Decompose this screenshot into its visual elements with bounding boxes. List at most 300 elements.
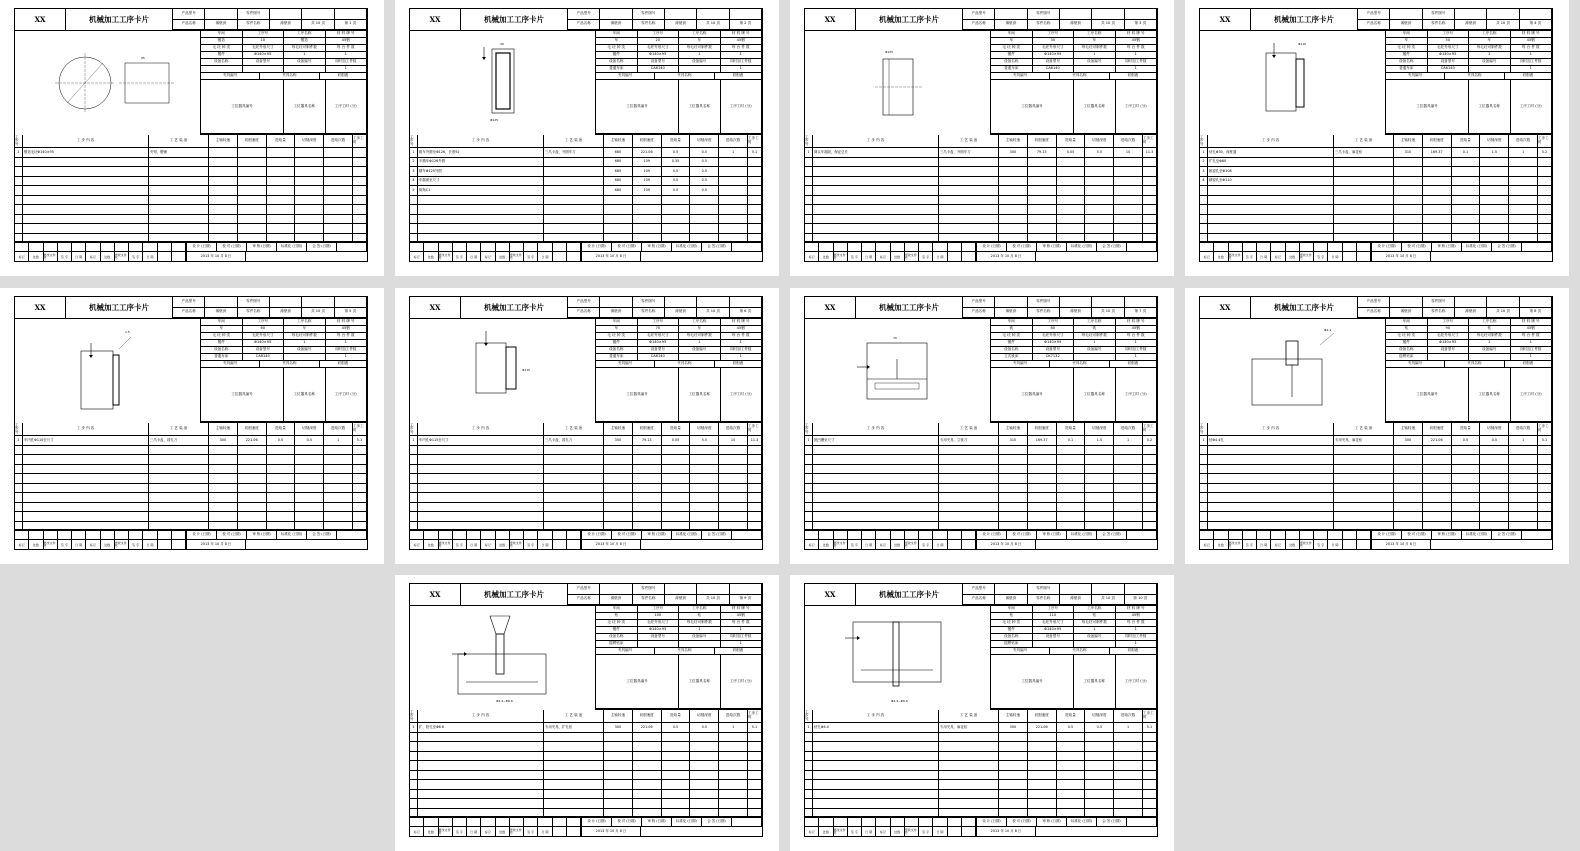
step-value	[1057, 465, 1086, 474]
equip-value	[201, 66, 243, 73]
info-value: 车	[991, 38, 1033, 45]
step-value	[1509, 177, 1538, 186]
step-value	[1028, 733, 1057, 742]
equip-header: 设备编号	[284, 347, 326, 354]
process-sketch	[410, 606, 596, 710]
step-value	[633, 512, 662, 521]
step-tooling	[1334, 196, 1394, 205]
table-row	[805, 436, 1157, 446]
step-content: 车内孔Φ110至尺寸	[23, 436, 149, 445]
step-value	[1085, 484, 1114, 493]
page-number: 第 5 页	[335, 308, 367, 319]
step-content	[23, 205, 149, 214]
step-value	[1143, 186, 1157, 195]
footer-cell	[553, 530, 567, 539]
revision-label: 签 字	[1243, 540, 1257, 550]
footer-cell	[496, 530, 510, 539]
step-value	[1028, 512, 1057, 521]
revision-label: 日 期	[1328, 252, 1342, 262]
blank-value: Φ140×95	[243, 340, 285, 347]
step-value	[1538, 196, 1552, 205]
equip-header: 设备名称	[1386, 347, 1428, 354]
sign-label: 审 核 (日期)	[1432, 530, 1462, 539]
steps-header-cell: 工 步 内 容	[813, 135, 939, 147]
svg-text:Φ125: Φ125	[490, 118, 499, 122]
info-value: 钻	[596, 613, 638, 620]
equip-value	[1469, 66, 1511, 73]
info-header: 工序名称	[1074, 319, 1116, 326]
revision-label: 签 字	[1243, 252, 1257, 262]
table-row	[410, 205, 762, 215]
steps-header-cell: 工 艺 装 备	[544, 710, 604, 722]
fixture-label: 夹具名称	[1445, 361, 1504, 367]
sign-label: 校 对 (日期)	[1007, 242, 1037, 251]
step-value	[1423, 493, 1452, 502]
steps-header	[410, 135, 762, 148]
step-value	[295, 196, 324, 205]
step-value	[209, 484, 238, 493]
table-row	[15, 224, 367, 234]
tool-name-label: 工位器具名称	[679, 368, 721, 422]
info-value: 70	[638, 326, 680, 333]
info-value: 锻造	[284, 38, 326, 45]
step-value	[238, 215, 267, 224]
step-value: 221.06	[238, 436, 267, 445]
blank-header: 每毛坯可制件数	[679, 333, 721, 340]
document-page[interactable]	[0, 288, 384, 564]
step-value	[267, 465, 296, 474]
step-value	[604, 512, 633, 521]
step-value	[1057, 733, 1086, 742]
revision-label: 处数	[424, 827, 438, 837]
revision-label: 签 字	[1314, 252, 1328, 262]
fixture-label: 夹具名称	[260, 361, 319, 367]
tool-label: 工位器具编号	[1386, 368, 1469, 422]
process-card	[409, 583, 763, 837]
equip-value	[1469, 354, 1511, 361]
step-tooling	[939, 733, 999, 742]
steps-header-cell: 切削速度	[238, 135, 267, 147]
equip-header: 设备型号	[1428, 347, 1470, 354]
info-header: 工序号	[1428, 319, 1470, 326]
info-value: 45钢	[1116, 38, 1158, 45]
revision-row	[805, 252, 977, 262]
step-value	[999, 771, 1028, 780]
step-value	[662, 484, 691, 493]
step-value	[633, 733, 662, 742]
step-value	[1509, 484, 1538, 493]
step-value: 0.5	[662, 148, 691, 157]
step-value	[1028, 484, 1057, 493]
step-content: 半精车Φ126外圆	[418, 158, 544, 167]
step-content	[813, 512, 939, 521]
step-value	[748, 215, 762, 224]
step-value	[1480, 205, 1509, 214]
steps-header	[805, 423, 1157, 436]
equip-value	[284, 354, 326, 361]
table-row	[805, 167, 1157, 177]
step-number	[805, 761, 813, 770]
total-pages: 共 10 页	[1487, 308, 1519, 319]
step-tooling	[149, 205, 209, 214]
step-value	[1085, 455, 1114, 464]
document-page[interactable]	[395, 0, 779, 276]
step-content	[813, 752, 939, 761]
tool-label: 工位器具编号	[201, 368, 284, 422]
step-value	[295, 158, 324, 167]
info-value: 60	[243, 326, 285, 333]
step-content	[23, 186, 149, 195]
equip-value	[1074, 641, 1116, 648]
document-page[interactable]	[1185, 0, 1569, 276]
step-content	[813, 186, 939, 195]
table-row	[805, 512, 1157, 522]
part-no-value	[270, 9, 302, 20]
step-value	[1394, 493, 1423, 502]
blank-header: 毛 坯 种 类	[201, 333, 243, 340]
steps-header-cell: 工 艺 装 备	[939, 423, 999, 435]
table-row	[1200, 215, 1552, 225]
step-value	[353, 196, 367, 205]
step-value	[1423, 446, 1452, 455]
footer-cell	[115, 530, 129, 539]
equip-value: 1	[326, 354, 368, 361]
step-value	[1509, 503, 1538, 512]
footer-cell	[1357, 242, 1371, 251]
table-row	[1200, 436, 1552, 446]
revision-row	[15, 252, 187, 262]
revision-label: 更改文件号	[1229, 252, 1243, 262]
step-value	[353, 224, 367, 233]
step-content	[813, 224, 939, 233]
revision-label: 处数	[891, 540, 905, 550]
table-row	[410, 186, 762, 196]
step-tooling	[544, 742, 604, 751]
document-page[interactable]	[790, 575, 1174, 851]
fixture-label: 夹具名称	[655, 648, 714, 654]
info-value: 车	[1386, 38, 1428, 45]
equip-value: 普通车床	[991, 66, 1033, 73]
footer-cell	[129, 530, 143, 539]
step-content	[1208, 446, 1334, 455]
steps-header-cell: 工 艺 装 备	[544, 135, 604, 147]
step-value	[604, 224, 633, 233]
step-value	[1480, 167, 1509, 176]
table-row	[1200, 148, 1552, 158]
step-value: 5.1	[353, 436, 367, 445]
product-name-label: 产品名称	[173, 308, 205, 319]
step-value	[1028, 158, 1057, 167]
info-value: 车	[596, 38, 638, 45]
signature-row	[582, 530, 762, 540]
blank-value: 1	[1116, 52, 1158, 59]
info-value: 钻	[1469, 326, 1511, 333]
steps-header-cell: 切削速度	[238, 423, 267, 435]
table-row	[15, 177, 367, 187]
footer-cell	[1214, 530, 1228, 539]
time-label: 工序工时 (分)	[1511, 368, 1553, 422]
part-no-label: 零件图号	[1028, 9, 1060, 20]
step-value: 1	[1114, 723, 1143, 732]
revision-label: 标记	[410, 252, 424, 262]
step-value	[999, 742, 1028, 751]
blank-value: 1	[1116, 340, 1158, 347]
product-model-label: 产品型号	[963, 297, 995, 308]
blank-value: 锻件	[1386, 340, 1428, 347]
step-value	[748, 780, 762, 789]
revision-label: 更改文件号	[834, 827, 848, 837]
step-value	[633, 493, 662, 502]
step-value: 5.1	[748, 723, 762, 732]
footer-cell	[481, 242, 495, 251]
fixture-label: 切削液	[1110, 648, 1157, 654]
equip-value: 普通车床	[596, 66, 638, 73]
blank-value: 1	[326, 52, 368, 59]
part-name-label: 零件名称	[238, 20, 270, 31]
step-number: 1	[805, 148, 813, 157]
step-content: 扩孔至Φ60	[1208, 158, 1334, 167]
blank-header: 每 台 件 数	[1116, 620, 1158, 627]
step-value	[999, 158, 1028, 167]
steps-header-cell: 切削深度	[295, 423, 324, 435]
step-value	[748, 503, 762, 512]
revision-label	[172, 252, 186, 262]
signature-row	[187, 530, 367, 540]
step-value	[719, 177, 748, 186]
product-model-value	[995, 9, 1027, 20]
step-value	[719, 752, 748, 761]
product-name-label: 产品名称	[1358, 20, 1390, 31]
total-pages: 共 10 页	[697, 595, 729, 606]
step-value	[1085, 503, 1114, 512]
step-value	[267, 177, 296, 186]
revision-label	[948, 252, 962, 262]
tool-label: 工位器具编号	[596, 368, 679, 422]
steps-header-cell: 主轴转速	[999, 710, 1028, 722]
svg-text:Φ4.4: Φ4.4	[1324, 328, 1332, 332]
equip-value: 普通车床	[1386, 66, 1428, 73]
blank-value: 1	[1116, 627, 1158, 634]
step-content	[1208, 455, 1334, 464]
sign-label: 审 核 (日期)	[247, 530, 277, 539]
step-content	[813, 733, 939, 742]
product-name-value: 薄壁套	[1390, 308, 1422, 319]
footer-cell	[129, 242, 143, 251]
document-page[interactable]	[0, 0, 384, 276]
card-footer	[410, 816, 762, 836]
steps-header-cell: 工 步 内 容	[418, 710, 544, 722]
step-value: 0.5	[662, 186, 691, 195]
step-value	[1085, 158, 1114, 167]
step-content	[23, 455, 149, 464]
step-value	[604, 484, 633, 493]
blank-value: 1	[1511, 340, 1553, 347]
step-number	[1200, 186, 1208, 195]
step-value	[1143, 446, 1157, 455]
fixture-row	[201, 361, 367, 368]
step-content	[418, 474, 544, 483]
step-value	[1480, 455, 1509, 464]
step-value	[1423, 205, 1452, 214]
step-number	[1200, 455, 1208, 464]
footer-cell	[143, 242, 157, 251]
step-value	[1057, 158, 1086, 167]
info-header: 车间	[1386, 319, 1428, 326]
step-content	[813, 493, 939, 502]
step-value	[353, 465, 367, 474]
sign-label: 设 计 (日期)	[582, 530, 612, 539]
step-value: 109	[633, 167, 662, 176]
product-name-value: 薄壁套	[600, 308, 632, 319]
step-tooling	[544, 455, 604, 464]
step-value	[1057, 493, 1086, 502]
step-value	[1452, 446, 1481, 455]
table-row	[1200, 465, 1552, 475]
info-header: 工序号	[243, 31, 285, 38]
step-tooling: 专用夹具，扩孔钻	[544, 723, 604, 732]
blank-value: 1	[721, 627, 763, 634]
step-value	[1480, 484, 1509, 493]
step-value	[1394, 484, 1423, 493]
revision-label: 日 期	[933, 827, 947, 837]
footer-cell	[143, 530, 157, 539]
step-value	[1423, 484, 1452, 493]
revision-label: 更改文件号	[905, 540, 919, 550]
blank-value: 1	[721, 340, 763, 347]
fixture-row	[596, 361, 762, 368]
step-value	[1452, 158, 1481, 167]
step-tooling	[149, 493, 209, 502]
step-value	[1538, 167, 1552, 176]
document-page[interactable]	[395, 575, 779, 851]
step-value	[295, 455, 324, 464]
step-value	[209, 215, 238, 224]
step-value	[662, 446, 691, 455]
steps-header-cell: 工步号	[410, 423, 418, 435]
step-value	[1509, 167, 1538, 176]
step-value	[1143, 205, 1157, 214]
step-value	[1028, 186, 1057, 195]
step-number	[805, 186, 813, 195]
step-value: 5.1	[1143, 723, 1157, 732]
step-value	[1480, 158, 1509, 167]
step-number	[15, 186, 23, 195]
card-title: 机械加工工序卡片	[856, 297, 963, 318]
step-value	[719, 799, 748, 808]
step-value	[719, 761, 748, 770]
step-number	[1200, 474, 1208, 483]
footer-cell	[467, 530, 481, 539]
document-page[interactable]	[395, 288, 779, 564]
part-no-value	[665, 584, 697, 595]
info-value: 45钢	[326, 38, 368, 45]
signature-row	[187, 242, 367, 252]
equip-header: 设备名称	[596, 347, 638, 354]
sign-label: 标准化 (日期)	[277, 530, 307, 539]
steps-table	[15, 436, 367, 531]
steps-header-cell: 切削速度	[633, 710, 662, 722]
sign-label	[1522, 530, 1552, 539]
equip-value: 1	[1116, 641, 1158, 648]
footer-cell	[1286, 242, 1300, 251]
footer-cell	[172, 530, 186, 539]
svg-text:Φ115: Φ115	[522, 368, 531, 372]
step-tooling	[544, 503, 604, 512]
product-name-value: 薄壁套	[205, 20, 237, 31]
step-value	[1085, 799, 1114, 808]
step-content	[813, 503, 939, 512]
step-content	[418, 742, 544, 751]
step-content: 钻孔Φ4.4	[813, 723, 939, 732]
steps-header-cell: 进给次数	[719, 135, 748, 147]
process-card	[804, 296, 1158, 550]
revision-label: 更改文件号	[115, 540, 129, 550]
step-number: 2	[1200, 158, 1208, 167]
steps-header-cell: 工步工时	[748, 135, 762, 147]
blank-header: 每毛坯可制件数	[284, 45, 326, 52]
step-tooling	[939, 224, 999, 233]
step-value	[1114, 158, 1143, 167]
fixture-label: 夹具名称	[1050, 73, 1109, 79]
product-name-value: 薄壁套	[995, 20, 1027, 31]
steps-header-cell: 工 步 内 容	[813, 423, 939, 435]
step-value: 0.5	[690, 723, 719, 732]
revision-label: 签 字	[453, 827, 467, 837]
process-sketch	[1200, 31, 1386, 135]
footer-cell	[496, 242, 510, 251]
revision-label: 标记	[86, 540, 100, 550]
document-page[interactable]	[790, 0, 1174, 276]
step-value	[748, 474, 762, 483]
step-value	[1114, 799, 1143, 808]
step-value	[719, 215, 748, 224]
steps-header-cell: 工 步 内 容	[23, 423, 149, 435]
step-content	[23, 167, 149, 176]
step-content	[813, 761, 939, 770]
table-row	[1200, 512, 1552, 522]
revision-label: 日 期	[1257, 540, 1271, 550]
step-value	[267, 205, 296, 214]
part-name-label: 零件名称	[1028, 595, 1060, 606]
tool-label: 工位器具编号	[991, 80, 1074, 134]
info-value: 110	[1033, 613, 1075, 620]
footer-cell	[1243, 242, 1257, 251]
step-number: 2	[410, 158, 418, 167]
steps-header-cell: 工步号	[805, 710, 813, 722]
step-value	[353, 148, 367, 157]
sign-label: 会 签 (日期)	[307, 530, 337, 539]
step-tooling: 三爪卡盘，外圆车刀	[544, 148, 604, 157]
document-page[interactable]	[790, 288, 1174, 564]
step-value	[238, 148, 267, 157]
step-content: 铣凹槽至尺寸	[813, 436, 939, 445]
spacer	[1520, 297, 1552, 308]
document-page[interactable]	[1185, 288, 1569, 564]
step-value	[267, 446, 296, 455]
tool-label: 工位器具编号	[201, 80, 284, 134]
page-number: 第 3 页	[1125, 20, 1157, 31]
fixture-label: 切削液	[320, 361, 367, 367]
step-content	[418, 493, 544, 502]
footer-cell	[496, 817, 510, 826]
step-tooling: 三爪卡盘，镗孔刀	[149, 436, 209, 445]
step-content	[418, 455, 544, 464]
step-number	[410, 790, 418, 799]
step-number	[805, 512, 813, 521]
step-tooling	[544, 224, 604, 233]
revision-label: 标记	[15, 252, 29, 262]
revision-label: 更改文件号	[44, 540, 58, 550]
